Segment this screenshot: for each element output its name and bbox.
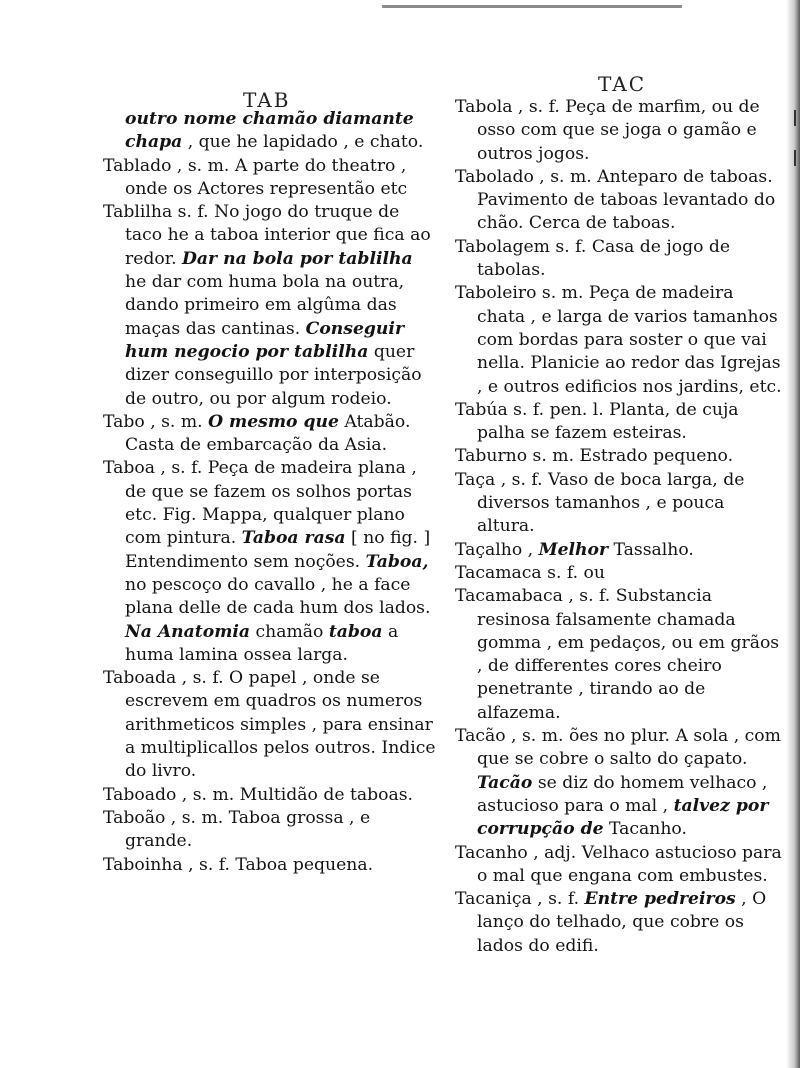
entry-text: Taça , s. f. Vaso de boca larga, de diversos tamanhos , e pouca altura. [455,469,745,537]
italic-text: taboa [328,621,383,642]
italic-text: outro nome chamão diamante chapa [125,109,414,153]
entry-text: Tabolagem s. f. Casa de jogo de tabolas. [455,236,731,281]
entry-text: Tassalho. [608,539,694,560]
page-edge-shadow [786,0,800,1068]
entry-text: quer dizer conseguillo por interposição de outro, ou por algum rodeio. [125,341,422,409]
left-column [103,108,438,877]
dictionary-entry [455,399,787,446]
italic-text: O mesmo que [208,411,339,432]
dictionary-entry [455,469,787,539]
dictionary-entry [455,236,787,283]
entry-text: Tabola , s. f. Peça de marfim, ou de osso com que se joga o gamão e outros jogos. [455,97,760,164]
entry-text: Tabo , s. m. [103,411,209,432]
italic-text: Taboa rasa [241,528,346,549]
dictionary-entry [455,96,787,166]
italic-text: Tacão [477,772,533,793]
entry-text: Taçalho , [455,539,539,560]
dictionary-entry [455,445,787,468]
entry-text: no pescoço do cavallo , he a face plana delle de cada hum dos lados. [125,574,431,619]
entry-text: Tacanho , adj. Velhaco astucioso para o mal que engana com embustes. [455,842,782,886]
entry-text: Taburno s. m. Estrado pequeno. [455,446,734,467]
italic-text: Conseguir hum negocio por tablilha [125,318,405,362]
entry-text: he dar com huma bola na outra, dando primeiro em algûma das maças das cantinas. [125,272,405,339]
entry-text: Tacaniça , s. f. [455,889,585,910]
dictionary-entry [103,108,438,155]
dictionary-entry [103,854,438,877]
dictionary-entry [103,784,438,807]
entry-text: a huma lamina ossea larga. [125,621,399,665]
edge-mark [794,110,796,126]
entry-text: Tabúa s. f. pen. l. Planta, de cuja palha se fazem esteiras. [455,399,739,444]
edge-mark [794,150,796,166]
dictionary-entry [103,457,438,667]
entry-text: Tablilha s. f. No jogo do truque de taco he a taboa interior que fica ao redor. [103,202,431,269]
entry-text: se diz do homem velhaco , astucioso para o mal , [477,772,768,816]
dictionary-entry [103,411,438,458]
entry-text: Tacamaca s. f. ou [455,562,605,583]
dictionary-entry [455,539,787,562]
italic-text: Taboa, [365,551,429,572]
italic-text: Dar na bola por tablilha [182,248,413,269]
entry-text: Taboado , s. m. Multidão de taboas. [103,784,413,805]
entry-text: Atabão. Casta de embarcação da Asia. [125,411,411,456]
header-right: TAC [598,72,646,96]
entry-text: [ no fig. ] Entendimento sem noções. [125,528,431,572]
entry-text: Taboa , s. f. Peça de madeira plana , de que se fazem os solhos portas etc. Fig. Mappa, qualquer plano com pintura. [103,458,417,549]
entry-text: , que he lapidado , e chato. [182,132,424,153]
entry-text: Tacamabaca , s. f. Substancia resinosa falsamente chamada gomma , em pedaços, ou em grãos , de differentes cores cheiro penetrante , tirando ao de alfazema. [455,586,780,723]
entry-text: Taboada , s. f. O papel , onde se escrevem em quadros os numeros arithmeticos simples , para ensinar a multiplicallos pelos outros. Indice do livro. [103,668,436,782]
italic-text: Entre pedreiros [584,889,736,910]
dictionary-entry [103,807,438,854]
italic-text: talvez por corrupção de [477,795,769,840]
top-rule [382,5,682,8]
dictionary-entry [455,842,787,889]
entry-text: Tablado , s. m. A parte do theatro , onde os Actores representão etc [103,155,408,199]
dictionary-entry [455,166,787,236]
dictionary-entry [103,667,438,783]
dictionary-entry [455,725,787,841]
entry-text: chamão [250,621,329,642]
dictionary-entry [103,155,438,202]
entry-text: Tabolado , s. m. Anteparo de taboas. Pavimento de taboas levantado do chão. Cerca de taboas. [455,166,776,234]
entry-text: Taboinha , s. f. Taboa pequena. [103,854,374,875]
entry-text: Taboleiro s. m. Peça de madeira chata , e larga de varios tamanhos com bordas para soster o que vai nella. Planicie ao redor das Igrejas , e outros edificios nos jardins, etc. [455,283,782,397]
right-column [455,96,787,958]
dictionary-entry [455,585,787,725]
header-left: TAB [243,88,291,112]
dictionary-entry [455,562,787,585]
dictionary-entry [103,201,438,411]
dictionary-entry [455,888,787,958]
entry-text: Tacanho. [603,819,687,840]
italic-text: Melhor [538,539,609,560]
italic-text: Na Anatomia [125,621,251,642]
entry-text: , O lanço do telhado, que cobre os lados do edifi. [477,889,767,956]
dictionary-entry [455,282,787,398]
entry-text: Tacão , s. m. ões no plur. A sola , com que se cobre o salto do çapato. [455,726,781,770]
entry-text: Taboão , s. m. Taboa grossa , e grande. [103,807,371,852]
